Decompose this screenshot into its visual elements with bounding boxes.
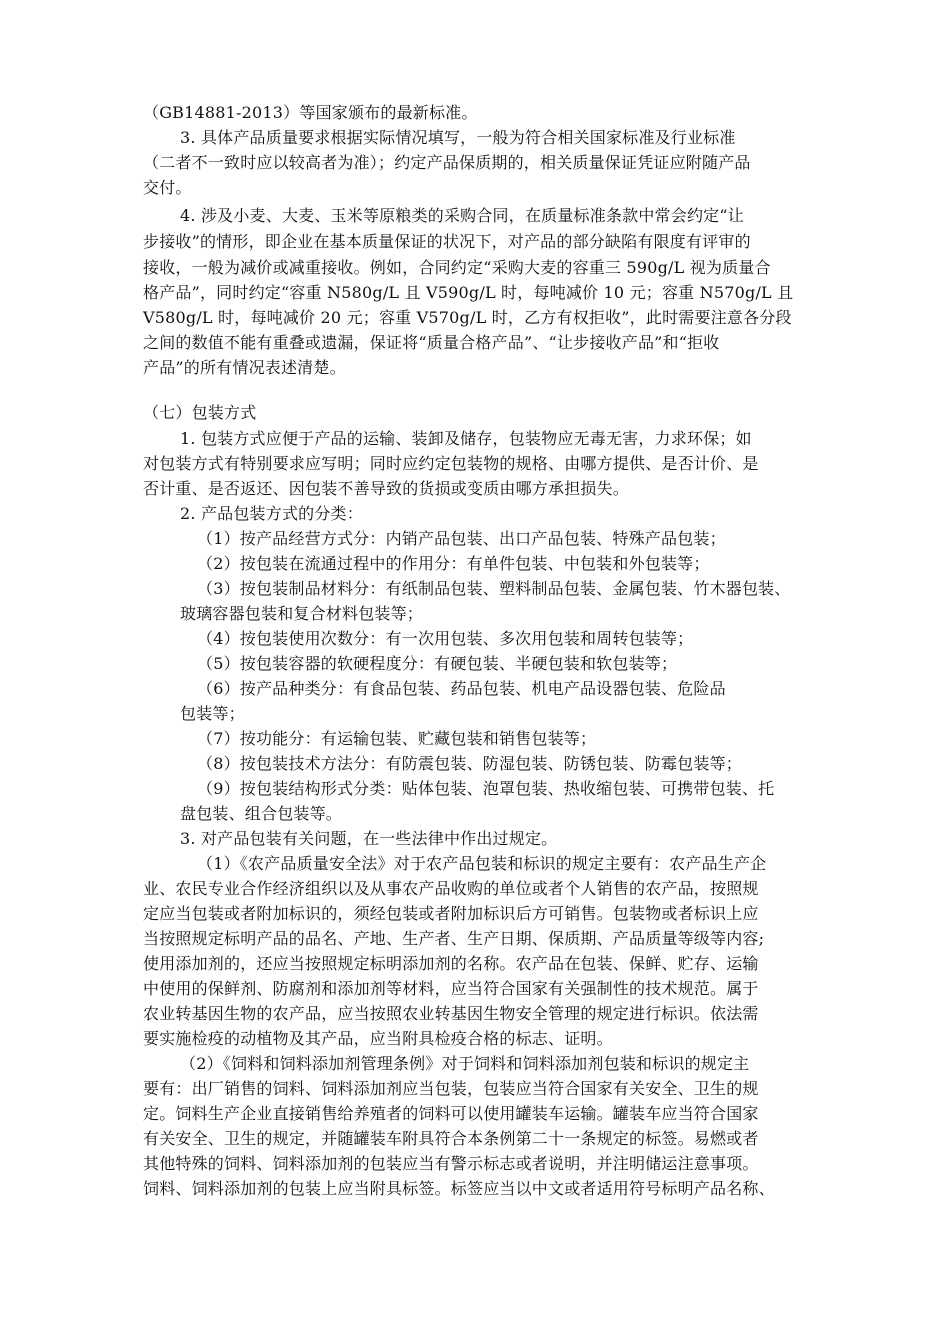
text-line: 业、农民专业合作经济组织以及从事农产品收购的单位或者个人销售的农产品，按照规	[143, 879, 759, 898]
text-line: 3. 对产品包装有关问题，在一些法律中作出过规定。	[180, 829, 558, 848]
text-line: 步接收”的情形，即企业在基本质量保证的状况下，对产品的部分缺陷有限度有评审的	[143, 232, 751, 251]
text-line: （8）按包装技术方法分：有防震包装、防湿包装、防锈包装、防霉包装等；	[197, 754, 742, 773]
text-line: （9）按包装结构形式分类：贴体包装、泡罩包装、热收缩包装、可携带包装、托	[197, 779, 775, 798]
text-line: 否计重、是否返还、因包装不善导致的货损或变质由哪方承担损失。	[143, 479, 630, 498]
text-line: 要有：出厂销售的饲料、饲料添加剂应当包装，包装应当符合国家有关安全、卫生的规	[143, 1079, 759, 1098]
text-line: （1）按产品经营方式分：内销产品包装、出口产品包装、特殊产品包装；	[197, 529, 726, 548]
text-line: 格产品”，同时约定“容重 N580g/L 且 V590g/L 时，每吨减价 10 元；容重 N570g/L 且	[143, 283, 794, 302]
text-line: 产品”的所有情况表述清楚。	[143, 358, 346, 377]
text-line: V580g/L 时，每吨减价 20 元；容重 V570g/L 时，乙方有权拒收”，此时需要注意各分段	[143, 308, 792, 327]
text-line: （2）《饲料和饲料添加剂管理条例》对于饲料和饲料添加剂包装和标识的规定主	[180, 1054, 750, 1073]
text-line: （6）按产品种类分：有食品包装、药品包装、机电产品设器包装、危险品	[197, 679, 726, 698]
text-line: 交付。	[143, 178, 192, 197]
text-line: 中使用的保鲜剂、防腐剂和添加剂等材料，应当符合国家有关强制性的技术规范。属于	[143, 979, 759, 998]
text-line: （4）按包装使用次数分：有一次用包装、多次用包装和周转包装等；	[197, 629, 694, 648]
text-line: 2. 产品包装方式的分类：	[180, 504, 363, 523]
text-line: 对包装方式有特别要求应写明；同时应约定包装物的规格、由哪方提供、是否计价、是	[143, 454, 759, 473]
text-line: 饲料、饲料添加剂的包装上应当附具标签。标签应当以中文或者适用符号标明产品名称、	[143, 1179, 775, 1198]
text-line: 要实施检疫的动植物及其产品，应当附具检疫合格的标志、证明。	[143, 1029, 613, 1048]
text-line: 包装等；	[180, 704, 245, 723]
text-line: 3. 具体产品质量要求根据实际情况填写，一般为符合相关国家标准及行业标准	[180, 128, 736, 147]
text-line: 有关安全、卫生的规定，并随罐装车附具符合本条例第二十一条规定的标签。易燃或者	[143, 1129, 759, 1148]
text-line: 盘包装、组合包装等。	[180, 804, 343, 823]
text-line: 玻璃容器包装和复合材料包装等；	[180, 604, 424, 623]
text-line: 当按照规定标明产品的品名、产地、生产者、生产日期、保质期、产品质量等级等内容;	[143, 929, 765, 948]
text-line: （3）按包装制品材料分：有纸制品包装、塑料制品包装、金属包装、竹木器包装、	[197, 579, 791, 598]
text-line: （5）按包装容器的软硬程度分：有硬包装、半硬包装和软包装等；	[197, 654, 678, 673]
text-line: （GB14881-2013）等国家颁布的最新标准。	[143, 103, 478, 122]
text-line: 4. 涉及小麦、大麦、玉米等原粮类的采购合同，在质量标准条款中常会约定“让	[180, 206, 744, 225]
text-line: （二者不一致时应以较高者为准）；约定产品保质期的，相关质量保证凭证应附随产品	[143, 153, 751, 172]
text-line: 接收，一般为减价或减重接收。例如，合同约定“采购大麦的容重三 590g/L 视为质量合	[143, 258, 771, 277]
section-heading: （七）包装方式	[143, 403, 257, 422]
text-line: 之间的数值不能有重叠或遗漏，保证将“质量合格产品”、“让步接收产品”和“拒收	[143, 333, 720, 352]
text-line: 定应当包装或者附加标识的，须经包装或者附加标识后方可销售。包装物或者标识上应	[143, 904, 759, 923]
text-line: 定。饲料生产企业直接销售给养殖者的饲料可以使用罐装车运输。罐装车应当符合国家	[143, 1104, 759, 1123]
text-line: 1. 包装方式应便于产品的运输、装卸及储存，包装物应无毒无害，力求环保；如	[180, 429, 752, 448]
text-line: （7）按功能分：有运输包装、贮藏包装和销售包装等；	[197, 729, 597, 748]
text-line: 其他特殊的饲料、饲料添加剂的包装应当有警示标志或者说明，并注明储运注意事项。	[143, 1154, 759, 1173]
text-line: 农业转基因生物的农产品，应当按照农业转基因生物安全管理的规定进行标识。依法需	[143, 1004, 759, 1023]
text-line: （2）按包装在流通过程中的作用分：有单件包装、中包装和外包装等；	[197, 554, 710, 573]
text-line: （1）《农产品质量安全法》对于农产品包装和标识的规定主要有：农产品生产企	[197, 854, 767, 873]
text-line: 使用添加剂的，还应当按照规定标明添加剂的名称。农产品在包装、保鲜、贮存、运输	[143, 954, 759, 973]
